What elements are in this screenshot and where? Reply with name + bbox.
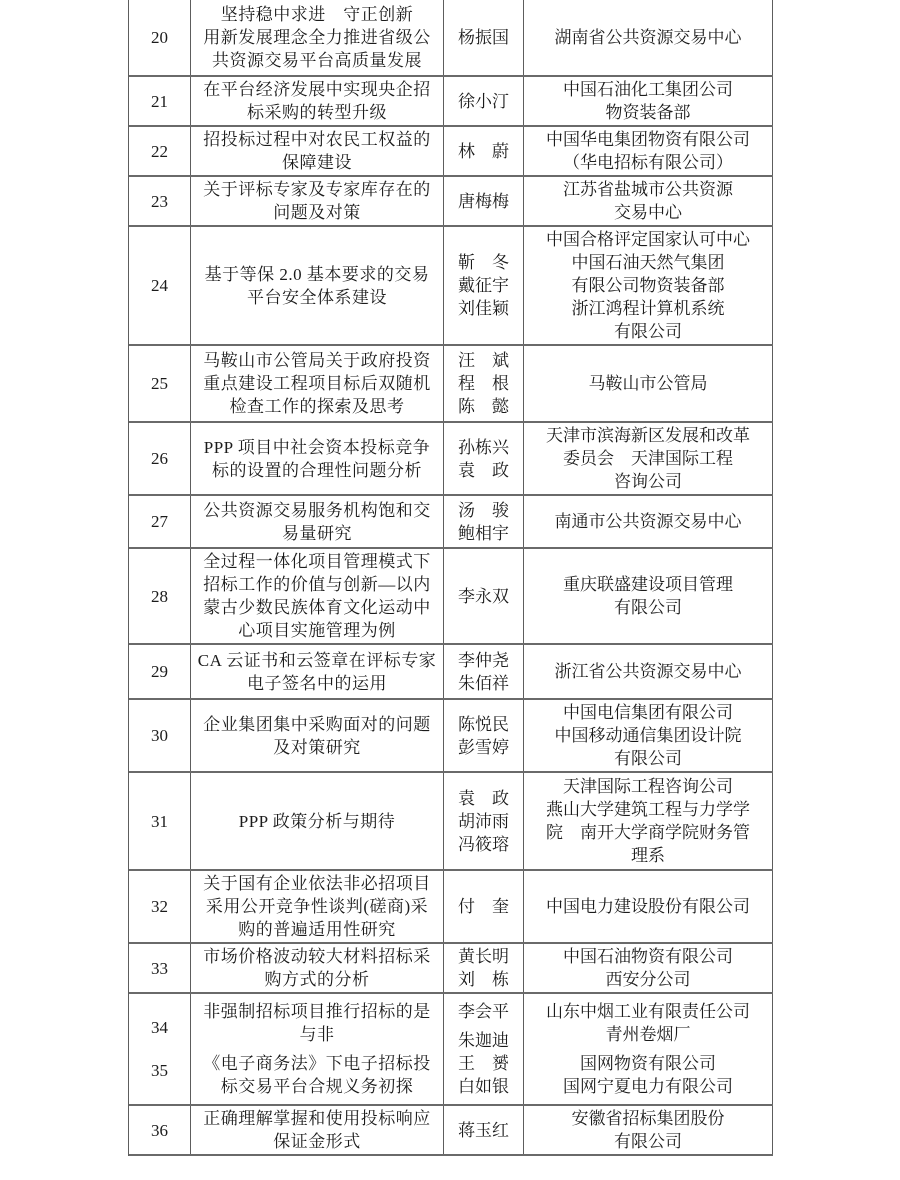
organization-block [555,26,742,49]
authors-cell [444,645,524,698]
author-name-line: 戴征宇 [458,276,509,295]
authors-cell [444,346,524,421]
num-cell [129,700,191,771]
row-number-block [151,274,168,297]
organization-block [546,775,750,867]
row-number-block [151,660,168,683]
organization-line: 中国移动通信集团设计院 [554,726,742,745]
row-number-block [151,26,168,49]
author-name-line: 蒋玉红 [458,1120,509,1140]
paper-title-block [203,1000,431,1046]
org-cell [524,944,773,992]
organization-line: 中国电力建设股份有限公司 [546,897,750,916]
paper-title-line: 标的设置的合理性问题分析 [211,460,422,480]
num-cell [129,496,191,547]
paper-title-line: 易量研究 [282,523,352,543]
organization-block [555,701,742,770]
paper-title-line: 共资源交易平台高质量发展 [212,51,422,70]
row-number: 24 [151,276,168,295]
paper-title-line: 保证金形式 [273,1132,361,1151]
paper-title-line: 问题及对策 [273,203,361,222]
org-cell [524,0,773,75]
organization-block [589,372,708,395]
row-number-block [151,140,168,163]
paper-title-line: 购方式的分析 [264,970,370,989]
organization-line: 中国石油化工集团公司 [563,80,733,99]
org-cell [524,773,773,869]
author-name-block [458,895,509,918]
author-name-line: 鲍相宇 [458,523,509,543]
organization-line: 有限公司 [614,322,682,341]
title-cell [191,127,444,175]
organization-line: 马鞍山市公管局 [588,374,708,393]
organization-line: 浙江鸿程计算机系统 [571,299,725,318]
title-cell [191,496,444,547]
organization-block [572,1107,725,1153]
author-name-line: 李仲尧 [458,650,509,670]
paper-title-block [203,1052,431,1098]
paper-title-line: 企业集团集中采购面对的问题 [203,714,431,734]
organization-line: 中国合格评定国家认可中心 [546,230,750,249]
author-name-line: 程 根 [458,374,509,393]
row-number: 28 [151,586,168,606]
org-cell [524,127,773,175]
row-number-block [151,585,168,608]
paper-title-line: 电子签名中的运用 [247,673,387,693]
author-name-line: 付 奎 [458,897,509,916]
author-name-block [458,190,509,213]
org-cell [524,871,773,942]
paper-title-line: 市场价格波动较大材料招标采 [203,947,431,966]
num-cell [129,549,191,643]
authors-cell [444,994,524,1104]
num-cell [129,0,191,75]
paper-title-line: 检查工作的探索及思考 [229,397,405,416]
author-name-line: 冯筱瑢 [458,834,509,854]
row-number: 35 [151,1061,168,1081]
table-row [129,549,773,645]
organization-block [563,573,733,619]
author-name-block [458,585,509,608]
row-number-block [151,372,168,395]
org-cell [524,700,773,771]
organization-line: 理系 [631,846,665,865]
paper-title-block [203,128,431,174]
org-cell [524,77,773,125]
row-number-block [151,1119,168,1142]
paper-title-line: 招投标过程中对农民工权益的 [203,130,431,149]
organization-block [563,945,733,991]
paper-title-line: 关于评标专家及专家库存在的 [203,180,431,199]
paper-title-line: 标采购的转型升级 [247,103,387,122]
organization-line: 湖南省公共资源交易中心 [554,28,742,47]
table-row [129,700,773,773]
author-name-line: 李永双 [458,586,509,606]
row-number-block [151,510,168,533]
organization-block [546,1000,750,1046]
paper-title-line: 采用公开竞争性谈判(磋商)采 [205,897,429,916]
row-number: 20 [151,28,168,47]
paper-title-line: 用新发展理念全力推进省级公 [203,28,431,47]
organization-line: 院 南开大学商学院财务管 [546,823,750,842]
organization-line: 有限公司 [614,749,682,768]
author-name-block [458,945,509,991]
title-cell [191,944,444,992]
organization-line: 天津国际工程咨询公司 [563,777,733,796]
paper-title-block [203,78,431,124]
org-cell [524,549,773,643]
org-cell [524,177,773,225]
paper-title-line: 与非 [299,1025,335,1045]
title-cell [191,1106,444,1154]
authors-cell [444,549,524,643]
organization-block [563,78,733,124]
num-cell [129,1106,191,1154]
authors-cell [444,700,524,771]
row-number: 32 [151,897,168,916]
paper-title-block [203,3,431,72]
row-number: 22 [151,141,168,161]
table-row [129,773,773,871]
author-name-line: 孙栋兴 [458,437,509,457]
row-number: 26 [151,449,168,468]
row-number: 34 [151,1017,168,1037]
title-cell [191,773,444,869]
paper-title-line: 基于等保 2.0 基本要求的交易 [204,264,430,284]
num-cell [129,773,191,869]
row-number: 25 [151,374,168,393]
table-row [129,127,773,177]
organization-line: 物资装备部 [605,103,691,122]
table-row [129,0,773,77]
title-cell [191,423,444,494]
organization-line: 南通市公共资源交易中心 [554,512,742,531]
organization-line: 天津市滨海新区发展和改革 [546,426,750,445]
paper-title-line: 全过程一体化项目管理模式下 [203,552,431,571]
paper-title-line: 公共资源交易服务机构饱和交 [203,500,431,520]
authors-cell [444,177,524,225]
paper-title-block [203,1107,431,1153]
paper-title-line: 招标工作的价值与创新—以内 [203,575,431,594]
author-name-line: 黄长明 [458,947,509,966]
org-cell [524,496,773,547]
paper-title-line: 蒙古少数民族体育文化运动中 [203,598,431,617]
organization-line: 咨询公司 [614,472,682,491]
organization-line: 西安分公司 [605,970,691,989]
organization-line: 有限公司 [614,598,682,617]
row-number: 33 [151,958,168,978]
row-number-block [151,447,168,470]
authors-cell [444,773,524,869]
author-name-line: 朱迦迪 [458,1030,509,1050]
paper-title-line: 标交易平台合规义务初探 [220,1076,414,1096]
paper-title-line: 在平台经济发展中实现央企招 [203,80,431,99]
organization-line: 国网宁夏电力有限公司 [563,1076,733,1096]
org-cell [524,423,773,494]
paper-title-block [203,945,431,991]
num-cell [129,871,191,942]
author-name-line: 白如银 [458,1076,509,1096]
authors-cell [444,944,524,992]
table-row [129,177,773,227]
row-number: 23 [151,191,168,211]
paper-title-line: 及对策研究 [273,737,361,757]
paper-title-line: PPP 政策分析与期待 [238,811,396,831]
author-name-block [458,140,509,163]
organization-block [546,228,750,343]
row-number: 30 [151,726,168,745]
author-name-block [458,1000,509,1023]
author-name-line: 靳 冬 [458,253,509,272]
authors-cell [444,423,524,494]
table-row [129,645,773,700]
paper-title-line: 坚持稳中求进 守正创新 [220,5,414,24]
row-number: 36 [151,1120,168,1140]
organization-line: 山东中烟工业有限责任公司 [546,1002,750,1022]
row-number: 29 [151,662,168,681]
paper-title-block [239,810,395,833]
organization-line: 交易中心 [614,203,682,222]
organization-line: 浙江省公共资源交易中心 [554,662,742,681]
organization-line: （华电招标有限公司） [563,153,733,172]
organization-block [546,424,750,493]
authors-cell [444,77,524,125]
author-name-block [458,436,509,482]
table-row [129,871,773,944]
row-number-block [151,895,168,918]
num-cell [129,645,191,698]
organization-line: 中国华电集团物资有限公司 [546,130,750,149]
author-name-block [458,349,509,418]
title-cell [191,700,444,771]
author-name-line: 陈悦民 [458,714,509,734]
author-name-block [458,26,509,49]
organization-line: 青州卷烟厂 [605,1025,691,1045]
table-row [129,346,773,423]
author-name-block [458,1119,509,1142]
author-name-line: 王 赟 [458,1053,509,1073]
org-cell [524,1106,773,1154]
paper-title-block [203,178,431,224]
organization-line: 安徽省招标集团股份 [571,1109,725,1128]
author-name-line: 陈 懿 [458,397,509,416]
organization-line: 重庆联盛建设项目管理 [563,575,733,594]
num-cell [129,127,191,175]
num-cell [129,227,191,344]
paper-title-line: 马鞍山市公管局关于政府投资 [203,351,431,370]
results-table [128,0,773,1156]
table-row [129,944,773,994]
title-cell [191,346,444,421]
org-cell [524,346,773,421]
authors-cell [444,496,524,547]
title-cell [191,0,444,75]
title-cell [191,77,444,125]
paper-title-block [203,349,431,418]
authors-cell [444,1106,524,1154]
paper-title-line: 购的普遍适用性研究 [238,920,396,939]
author-name-line: 汤 骏 [458,500,509,520]
num-cell [129,423,191,494]
organization-line: 有限公司 [614,1132,682,1151]
num-cell [129,944,191,992]
paper-title-line: CA 云证书和云签章在评标专家 [197,650,437,670]
row-number-block [151,810,168,833]
author-name-line: 袁 政 [458,788,509,808]
table-row [129,496,773,549]
row-number-block [151,190,168,213]
num-cell [129,77,191,125]
row-number-block [151,957,168,980]
organization-block [546,895,750,918]
table-row [129,423,773,496]
organization-line: 国网物资有限公司 [580,1053,716,1073]
num-cell [129,994,191,1104]
author-name-line: 林 蔚 [458,141,509,161]
author-name-block [458,787,509,856]
authors-cell [444,227,524,344]
organization-block [563,178,733,224]
title-cell [191,227,444,344]
organization-line: 有限公司物资装备部 [571,276,725,295]
paper-title-block [205,263,430,309]
organization-line: 燕山大学建筑工程与力学学 [546,800,750,819]
authors-cell [444,127,524,175]
table-row [129,1106,773,1156]
organization-line: 江苏省盐城市公共资源 [563,180,733,199]
author-name-line: 汪 斌 [458,351,509,370]
author-name-line: 刘佳颖 [458,299,509,318]
row-number: 27 [151,512,168,531]
num-cell [129,177,191,225]
row-number-block [151,724,168,747]
table-row [129,227,773,346]
author-name-block [458,251,509,320]
author-name-line: 彭雪婷 [458,737,509,757]
organization-block [546,128,750,174]
title-cell [191,177,444,225]
paper-title-block [203,872,431,941]
author-name-block [458,499,509,545]
paper-title-line: 重点建设工程项目标后双随机 [203,374,431,393]
author-name-block [458,90,509,113]
paper-title-line: 正确理解掌握和使用投标响应 [203,1109,431,1128]
author-name-block [458,649,509,695]
row-number-block [151,1016,168,1039]
organization-line: 委员会 天津国际工程 [563,449,733,468]
paper-title-block [198,649,436,695]
row-number-block [151,1059,168,1082]
org-cell [524,227,773,344]
organization-block [555,510,742,533]
author-name-line: 李会平 [458,1002,509,1022]
paper-title-line: 关于国有企业依法非必招项目 [203,874,431,893]
paper-title-line: PPP 项目中社会资本投标竞争 [203,437,431,457]
organization-block [555,660,742,683]
paper-title-line: 《电子商务法》下电子招标投 [203,1053,431,1073]
paper-title-line: 平台安全体系建设 [247,287,387,307]
authors-cell [444,871,524,942]
paper-title-block [204,436,430,482]
row-number: 31 [151,811,168,831]
author-name-block [458,1029,509,1098]
organization-line: 中国石油天然气集团 [571,253,725,272]
author-name-line: 徐小汀 [458,91,509,111]
organization-line: 中国石油物资有限公司 [563,947,733,966]
org-cell [524,645,773,698]
paper-title-line: 心项目实施管理为例 [238,621,396,640]
paper-title-block [203,499,431,545]
organization-block [563,1052,733,1098]
title-cell [191,549,444,643]
paper-title-block [203,550,431,642]
author-name-line: 胡沛雨 [458,811,509,831]
paper-title-line: 非强制招标项目推行招标的是 [203,1002,431,1022]
author-name-line: 唐梅梅 [458,191,509,211]
title-cell [191,994,444,1104]
author-name-line: 朱佰祥 [458,673,509,693]
author-name-line: 刘 栋 [458,970,509,989]
num-cell [129,346,191,421]
paper-title-line: 保障建设 [282,153,352,172]
row-number: 21 [151,91,168,111]
authors-cell [444,0,524,75]
table-row [129,994,773,1106]
title-cell [191,871,444,942]
row-number-block [151,90,168,113]
table-row [129,77,773,127]
author-name-block [458,713,509,759]
title-cell [191,645,444,698]
author-name-line: 袁 政 [458,460,509,480]
organization-line: 中国电信集团有限公司 [563,703,733,722]
paper-title-block [203,713,431,759]
org-cell [524,994,773,1104]
author-name-line: 杨振国 [458,28,509,47]
